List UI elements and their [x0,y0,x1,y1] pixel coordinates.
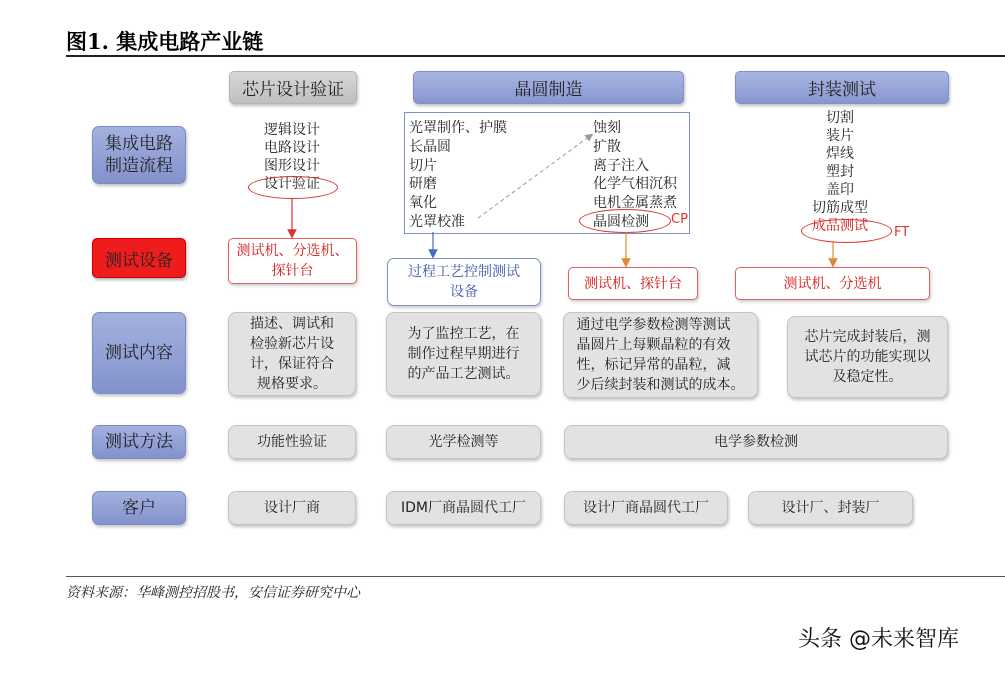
design-step: 逻辑设计 [264,122,320,138]
wafer-step: 研磨 [409,176,437,193]
wafer-step: 光罩校准 [409,213,465,230]
row-header-equipment: 测试设备 [92,238,186,278]
wafer-step: 电机金属蒸煮 [593,195,677,212]
wafer-step: 长晶圆 [409,138,451,155]
customer-process-control: IDM厂商晶圆代工厂 [386,491,541,525]
package-step: 盖印 [826,182,854,198]
ft-tag: FT [894,225,910,240]
arrow-wafer-flow [478,136,590,218]
row-header-method: 测试方法 [92,425,186,459]
package-step: 塑封 [826,164,854,180]
wafer-step: 光罩制作、护膜 [409,120,507,136]
bottom-divider [66,576,1005,577]
customer-wafer: 设计厂商晶圆代工厂 [564,491,728,525]
equipment-process-control: 过程工艺控制测试 设备 [387,258,541,306]
package-step: 切筋成型 [812,200,868,216]
row-header-process: 集成电路 制造流程 [92,126,186,184]
customer-design: 设计厂商 [228,491,356,525]
content-process-control: 为了监控工艺，在 制作过程早期进行 的产品工艺测试。 [386,312,541,396]
method-design: 功能性验证 [228,425,356,459]
column-header-wafer: 晶圆制造 [413,71,684,104]
row-header-content: 测试内容 [92,312,186,394]
package-step-final-test: 成品测试 [812,218,868,234]
equipment-wafer: 测试机、探针台 [568,267,698,300]
method-electrical: 电学参数检测 [564,425,948,459]
figure-title: 图1. 集成电路产业链 [66,29,264,54]
source-note: 资料来源：华峰测控招股书，安信证券研究中心 [66,585,360,601]
wafer-step: 氧化 [409,195,437,212]
equipment-package: 测试机、分选机 [735,267,930,300]
package-step: 焊线 [826,146,854,162]
wafer-step: 扩散 [593,138,621,155]
wafer-step-inspection: 晶圆检测 [593,213,649,230]
customer-package: 设计厂、封装厂 [748,491,913,525]
wafer-step: 蚀刻 [593,120,621,136]
content-design: 描述、调试和 检验新芯片设 计，保证符合 规格要求。 [228,312,356,396]
wafer-step: 切片 [409,157,437,174]
package-step: 装片 [826,128,854,144]
equipment-design: 测试机、分选机、 探针台 [228,238,357,284]
package-step: 切割 [826,110,854,126]
method-process-control: 光学检测等 [386,425,541,459]
column-header-packaging: 封装测试 [735,71,949,104]
content-package: 芯片完成封装后，测 试芯片的功能实现以 及稳定性。 [787,316,948,398]
design-step-verification: 设计验证 [264,176,320,192]
watermark: 头条 @未来智库 [798,627,959,652]
content-wafer: 通过电学参数检测等测试 晶圆片上每颗晶粒的有效 性，标记异常的晶粒，减 少后续封装和测试的成本。 [563,312,758,398]
wafer-step: 离子注入 [593,157,649,174]
wafer-step: 化学气相沉积 [593,176,677,193]
row-header-customer: 客户 [92,491,186,525]
column-header-chip-design: 芯片设计验证 [229,71,357,104]
design-step: 电路设计 [264,140,320,156]
cp-tag: CP [671,212,688,227]
design-step: 图形设计 [264,158,320,174]
